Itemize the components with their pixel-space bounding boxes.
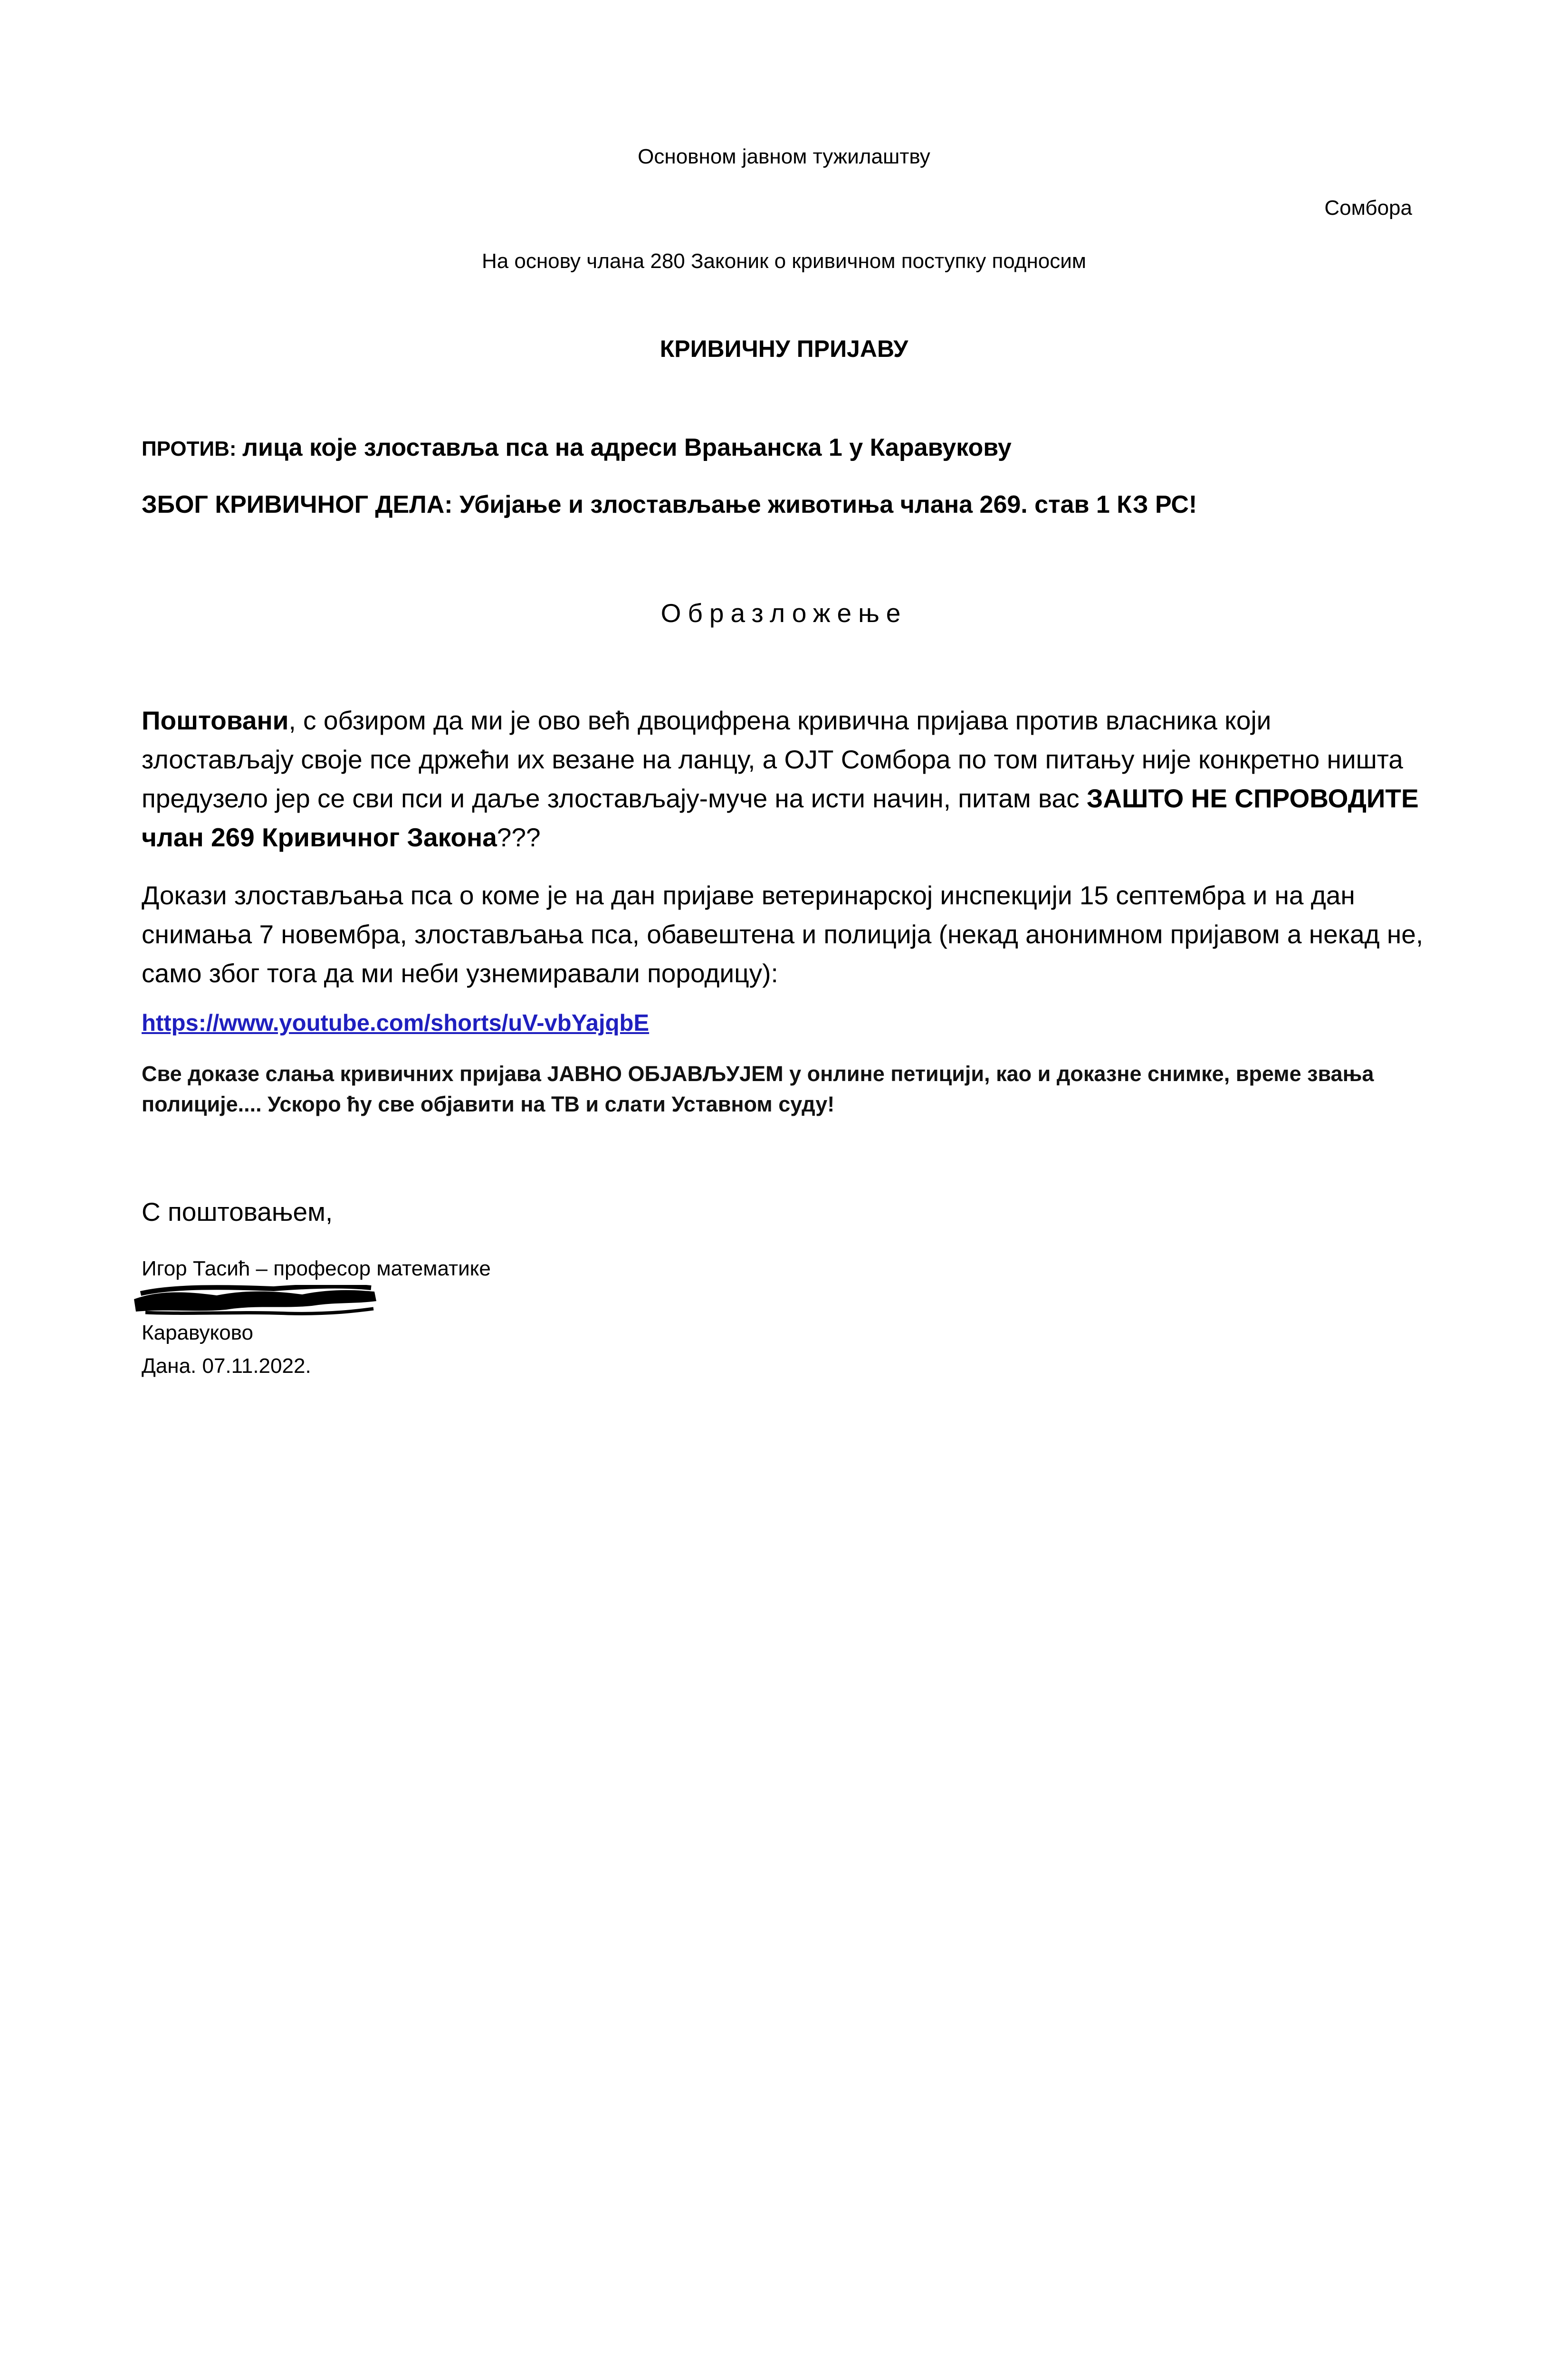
evidence-link-row	[142, 1010, 649, 1036]
document-title: КРИВИЧНУ ПРИЈАВУ	[660, 335, 908, 362]
offense-line: ЗБОГ КРИВИЧНОГ ДЕЛА: Убијање и злостављање животиња члана 269. став 1 КЗ РС!	[142, 491, 1197, 518]
closing-text: С поштовањем,	[142, 1197, 333, 1226]
greeting: Поштовани	[142, 706, 289, 735]
against-label: ПРОТИВ:	[142, 437, 237, 460]
signature-date: Дана. 07.11.2022.	[142, 1354, 311, 1378]
evidence-link[interactable]: https://www.youtube.com/shorts/uV-vbYajqbE	[142, 1010, 650, 1036]
intro-text: На основу члана 280 Законик о кривичном поступку подносим	[481, 249, 1087, 273]
against-line	[142, 433, 1012, 462]
paragraph-2: Докази злостављања пса о коме је на дан пријаве ветеринарској инспекцији 15 септембра и на дан снимања 7 новембра, злостављања пса, обавештена и полиција (некад анонимном пријавом а некад не, само због тога да ми неби узнемиравали породицу):	[142, 881, 1424, 988]
recipient-line-2: Сомбора	[1324, 196, 1412, 220]
recipient-line-1: Основном јавном тужилаштву	[638, 145, 930, 168]
signature-place: Каравуково	[142, 1321, 254, 1344]
against-text: лица које злоставља пса на адреси Врањанска 1 у Каравукову	[242, 434, 1012, 461]
redaction-mark	[131, 1285, 378, 1315]
paragraph-1-ending: ???	[497, 823, 541, 852]
signature-name: Игор Тасић – професор математике	[142, 1257, 491, 1280]
paragraph-1	[142, 701, 1429, 857]
paragraph-1-text: , с обзиром да ми је ово већ двоцифрена кривична пријава против власника који злостављају своје псе држећи их везане на ланцу, а ОЈТ Сомбора по том питању није конкретно ништа предузело јер се сви пси и даље злостављају-муче на исти начин, питам вас	[142, 706, 1403, 813]
reasoning-heading: Образложење	[660, 598, 908, 628]
publication-note: Све доказе слања кривичних пријава ЈАВНО ОБЈАВЉУЈЕМ у онлине петицији, као и доказне снимке, време звања полиције.... Ускоро ћу све објавити на ТВ и слати Уставном суду!	[142, 1062, 1374, 1116]
paragraph-1-emphasis: ЗАШТО НЕ СПРОВОДИТЕ члан 269 Кривичног Закона	[142, 784, 1419, 852]
